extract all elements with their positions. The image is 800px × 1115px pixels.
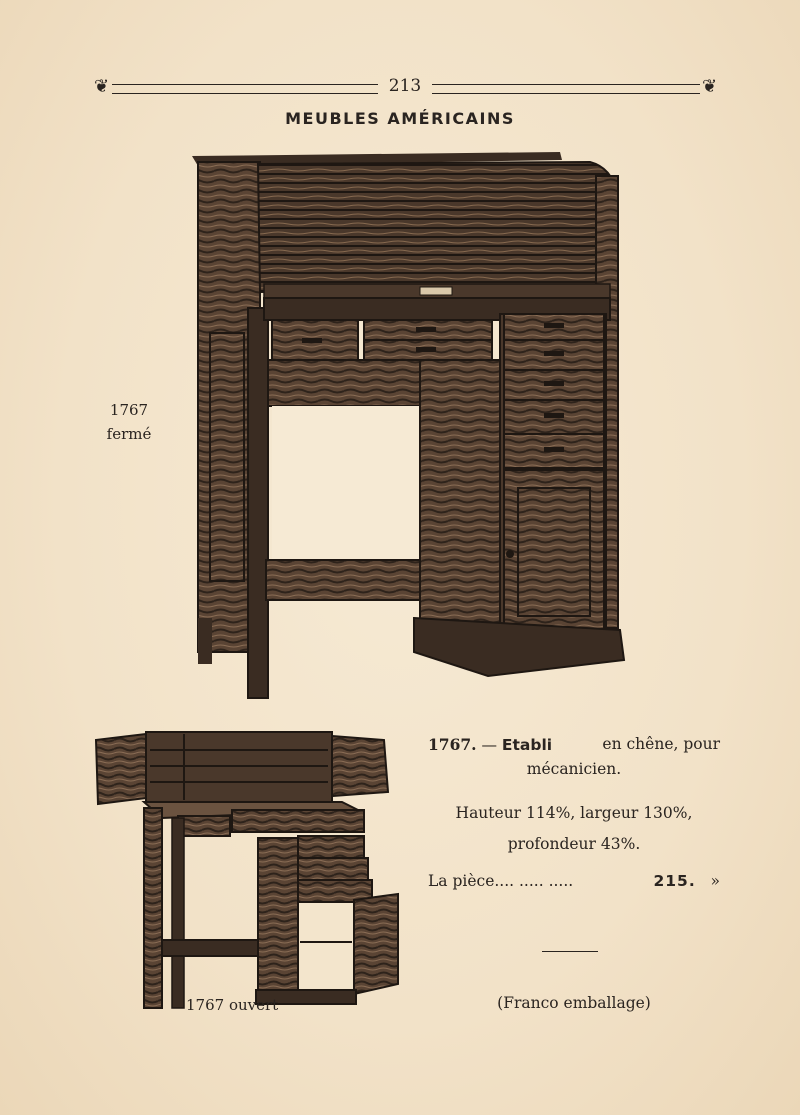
workbench-closed-illustration: [188, 148, 628, 700]
header-rule-left: [112, 84, 378, 94]
section-title: MEUBLES AMÉRICAINS: [285, 109, 515, 128]
entry-desc-part1: en chêne, pour: [602, 735, 720, 753]
entry-dash: —: [481, 736, 497, 754]
caption-closed-number: 1767: [109, 401, 149, 419]
dimensions-line2: profondeur 43%.: [507, 835, 641, 853]
price-value: 215.: [653, 872, 696, 890]
header-ornament-left: ❦: [94, 76, 110, 97]
caption-closed-state: fermé: [106, 425, 152, 443]
separator-rule: [542, 951, 598, 952]
caption-open: 1767 ouvert: [186, 996, 279, 1014]
price-suffix: »: [710, 872, 720, 890]
header-ornament-right: ❦: [702, 76, 718, 97]
caption-closed: [96, 398, 162, 446]
dimensions-line1: Hauteur 114%, largeur 130%,: [455, 804, 693, 822]
price-line: [428, 872, 720, 890]
entry-number: 1767.: [428, 735, 477, 754]
price-label: La pièce.... ..... .....: [428, 872, 574, 890]
entry-heading-line: [428, 735, 720, 754]
franco-note: (Franco emballage): [497, 994, 651, 1012]
entry-description: [428, 735, 720, 890]
entry-name: Etabli: [501, 736, 553, 754]
entry-dimensions: [428, 798, 720, 860]
entry-desc-part2: mécanicien.: [526, 760, 622, 778]
header-rule-right: [432, 84, 700, 94]
page-number: 213: [388, 76, 422, 96]
workbench-open-illustration: [92, 728, 404, 1014]
